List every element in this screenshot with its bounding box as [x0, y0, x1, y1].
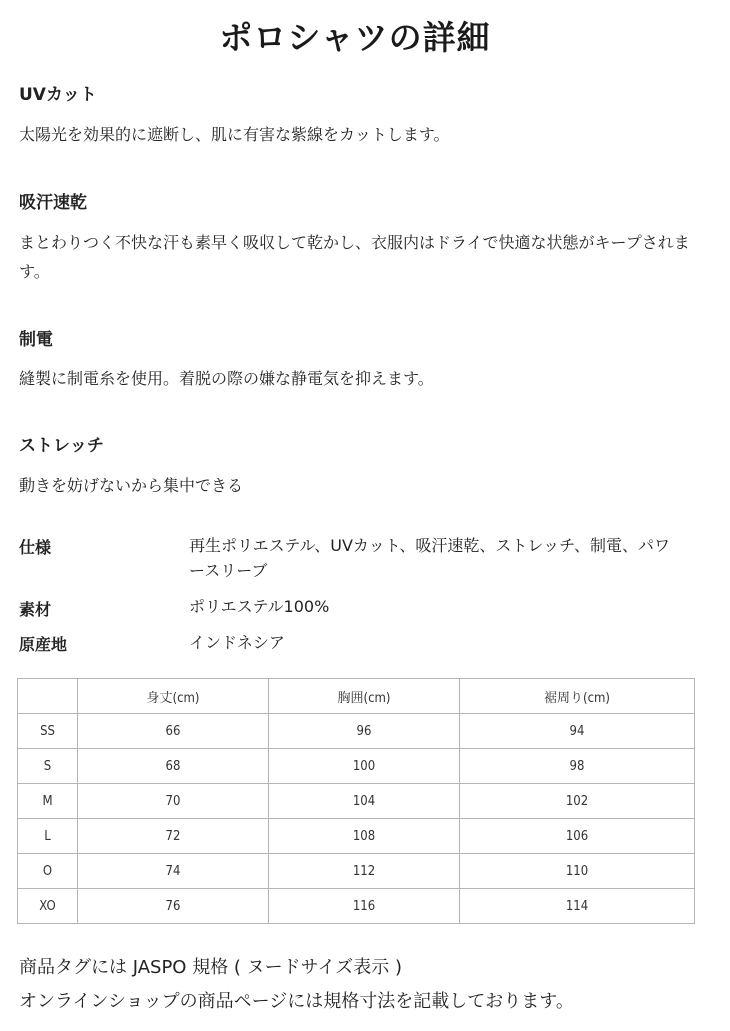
size-cell: XO: [18, 889, 78, 924]
feature-heading-antistatic: 制電: [19, 330, 53, 350]
hem-cell: 114: [460, 889, 695, 924]
spec-label-material: 素材: [19, 600, 52, 619]
spec-value-spec: 再生ポリエステル、UVカット、吸汗速乾、ストレッチ、制電、パワースリーブ: [189, 536, 671, 580]
length-cell: 66: [78, 714, 269, 749]
feature-heading-stretch: ストレッチ: [19, 436, 104, 456]
table-row: [18, 854, 695, 889]
feature-heading-quick-dry: 吸汗速乾: [19, 193, 87, 213]
size-table-header-chest: 胸囲(cm): [269, 679, 460, 714]
spec-value-origin: インドネシア: [189, 633, 285, 652]
hem-cell: 98: [460, 749, 695, 784]
length-cell: 74: [78, 854, 269, 889]
table-row: [18, 819, 695, 854]
length-cell: 72: [78, 819, 269, 854]
table-row: [18, 784, 695, 819]
feature-text-stretch: 動きを妨げないから集中できる: [19, 476, 244, 495]
hem-cell: 102: [460, 784, 695, 819]
chest-cell: 116: [269, 889, 460, 924]
note-online-shop: オンラインショップの商品ページには規格寸法を記載しております。: [19, 991, 574, 1012]
size-table: [17, 678, 695, 924]
size-cell: SS: [18, 714, 78, 749]
chest-cell: 112: [269, 854, 460, 889]
size-table-header-row: [18, 679, 695, 714]
feature-heading-uv-cut: UVカット: [19, 85, 97, 105]
chest-cell: 100: [269, 749, 460, 784]
note-jaspo-tag: 商品タグには JASPO 規格 ( ヌードサイズ表示 ): [19, 957, 402, 978]
chest-cell: 104: [269, 784, 460, 819]
size-cell: O: [18, 854, 78, 889]
spec-label-origin: 原産地: [19, 635, 68, 654]
feature-text-quick-dry: まとわりつく不快な汗も素早く吸収して乾かし、衣服内はドライで快適な状態がキープされます。: [19, 233, 690, 281]
feature-text-uv-cut: 太陽光を効果的に遮断し、肌に有害な紫線をカットします。: [19, 125, 450, 144]
page-title: ポロシャツの詳細: [219, 18, 491, 57]
length-cell: 76: [78, 889, 269, 924]
size-cell: L: [18, 819, 78, 854]
hem-cell: 110: [460, 854, 695, 889]
size-cell: S: [18, 749, 78, 784]
length-cell: 70: [78, 784, 269, 819]
table-row: [18, 749, 695, 784]
chest-cell: 108: [269, 819, 460, 854]
spec-label-spec: 仕様: [19, 538, 52, 557]
size-table-header-corner: [18, 679, 78, 714]
length-cell: 68: [78, 749, 269, 784]
size-table-header-hem: 裾周り(cm): [460, 679, 695, 714]
size-table-header-length: 身丈(cm): [78, 679, 269, 714]
table-row: [18, 889, 695, 924]
feature-text-antistatic: 縫製に制電糸を使用。着脱の際の嫌な静電気を抑えます。: [19, 369, 434, 388]
spec-value-material: ポリエステル100%: [189, 597, 330, 616]
hem-cell: 106: [460, 819, 695, 854]
hem-cell: 94: [460, 714, 695, 749]
chest-cell: 96: [269, 714, 460, 749]
size-cell: M: [18, 784, 78, 819]
table-row: [18, 714, 695, 749]
